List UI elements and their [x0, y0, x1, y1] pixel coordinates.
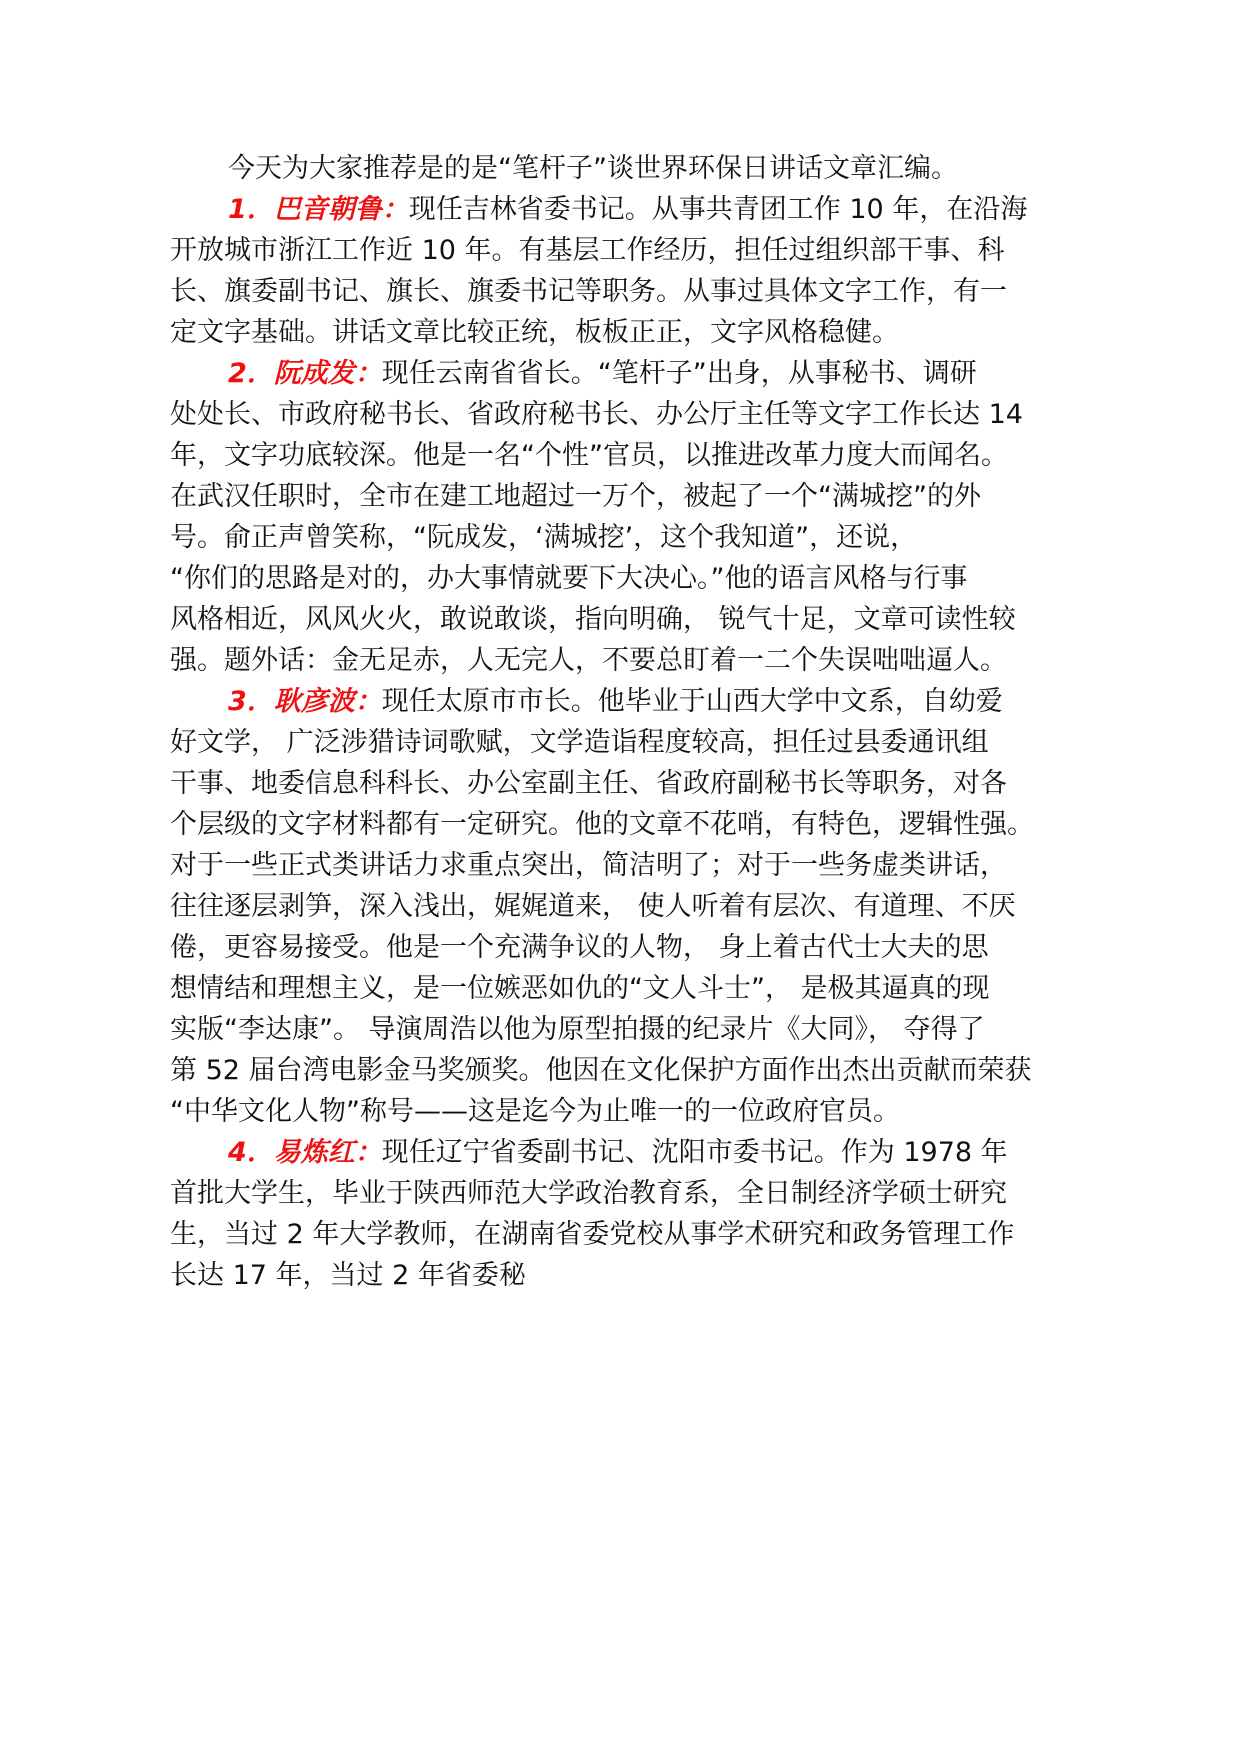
paragraph-line: 长达 17 年，当过 2 年省委秘 — [170, 1260, 526, 1291]
paragraph-line: 倦，更容易接受。他是一个充满争议的人物， 身上着古代士大夫的思 — [170, 932, 989, 963]
section-heading-3: 3．耿彦波： — [228, 686, 382, 717]
paragraph-line: 强。题外话：金无足赤，人无完人，不要总盯着一二个失误咄咄逼人。 — [170, 645, 1007, 676]
paragraph-line: 首批大学生，毕业于陕西师范大学政治教育系，全日制经济学硕士研究 — [170, 1178, 1007, 1209]
paragraph-line: 往往逐层剥笋，深入浅出，娓娓道来， 使人听着有层次、有道理、不厌 — [170, 891, 1016, 922]
intro-line: 今天为大家推荐是的是“笔杆子”谈世界环保日讲话文章汇编。 — [228, 153, 958, 184]
paragraph-text: 现任太原市市长。他毕业于山西大学中文系，自幼爱 — [381, 686, 1003, 717]
paragraph-1-first-line — [170, 189, 1075, 230]
section-heading-1: 1．巴音朝鲁： — [228, 194, 409, 225]
paragraph-line: 实版“李达康”。 导演周浩以他为原型拍摄的纪录片《大同》， 夺得了 — [170, 1014, 985, 1045]
paragraph-line: 长、旗委副书记、旗长、旗委书记等职务。从事过具体文字工作，有一 — [170, 276, 1007, 307]
paragraph-line: 风格相近，风风火火，敢说敢谈，指向明确， 锐气十足，文章可读性较 — [170, 604, 1016, 635]
paragraph-line: 干事、地委信息科科长、办公室副主任、省政府副秘书长等职务，对各 — [170, 768, 1007, 799]
paragraph-line: 开放城市浙江工作近 10 年。有基层工作经历，担任过组织部干事、科 — [170, 235, 1005, 266]
paragraph-line: 对于一些正式类讲话力求重点突出，简洁明了；对于一些务虚类讲话， — [170, 850, 1007, 881]
document-body — [170, 148, 1075, 1296]
paragraph-line: 号。俞正声曾笑称，“阮成发，‘满城挖’，这个我知道”，还说， — [170, 522, 918, 553]
paragraph-line: 想情结和理想主义，是一位嫉恶如仇的“文人斗士”， 是极其逼真的现 — [170, 973, 990, 1004]
paragraph-4-first-line — [170, 1132, 1075, 1173]
paragraph-line: 生，当过 2 年大学教师，在湖南省委党校从事学术研究和政务管理工作 — [170, 1219, 1015, 1250]
paragraph-text: 现任辽宁省委副书记、沈阳市委书记。作为 1978 年 — [381, 1137, 1008, 1168]
paragraph-line: 第 52 届台湾电影金马奖颁奖。他因在文化保护方面作出杰出贡献而荣获 — [170, 1055, 1032, 1086]
section-heading-2: 2．阮成发： — [228, 358, 382, 389]
paragraph-line: 在武汉任职时，全市在建工地超过一万个，被起了一个“满城挖”的外 — [170, 481, 981, 512]
paragraph-line: 定文字基础。讲话文章比较正统，板板正正，文字风格稳健。 — [170, 317, 899, 348]
paragraph-line: 年，文字功底较深。他是一名“个性”官员，以推进改革力度大而闻名。 — [170, 440, 1008, 471]
paragraph-text: 现任吉林省委书记。从事共青团工作 10 年，在沿海 — [408, 194, 1028, 225]
paragraph-line: “中华文化人物”称号——这是迄今为止唯一的一位政府官员。 — [170, 1096, 900, 1127]
paragraph-line: 个层级的文字材料都有一定研究。他的文章不花哨，有特色，逻辑性强。 — [170, 809, 1034, 840]
paragraph-2-first-line — [170, 353, 1075, 394]
paragraph-line: 好文学， 广泛涉猎诗词歌赋，文学造诣程度较高，担任过县委通讯组 — [170, 727, 989, 758]
paragraph-line: 处处长、市政府秘书长、省政府秘书长、办公厅主任等文字工作长达 14 — [170, 399, 1023, 430]
paragraph-text: 现任云南省省长。“笔杆子”出身，从事秘书、调研 — [381, 358, 977, 389]
section-heading-4: 4．易炼红： — [228, 1137, 382, 1168]
paragraph-3-first-line — [170, 681, 1075, 722]
paragraph-line: “你们的思路是对的，办大事情就要下大决心。”他的语言风格与行事 — [170, 563, 968, 594]
